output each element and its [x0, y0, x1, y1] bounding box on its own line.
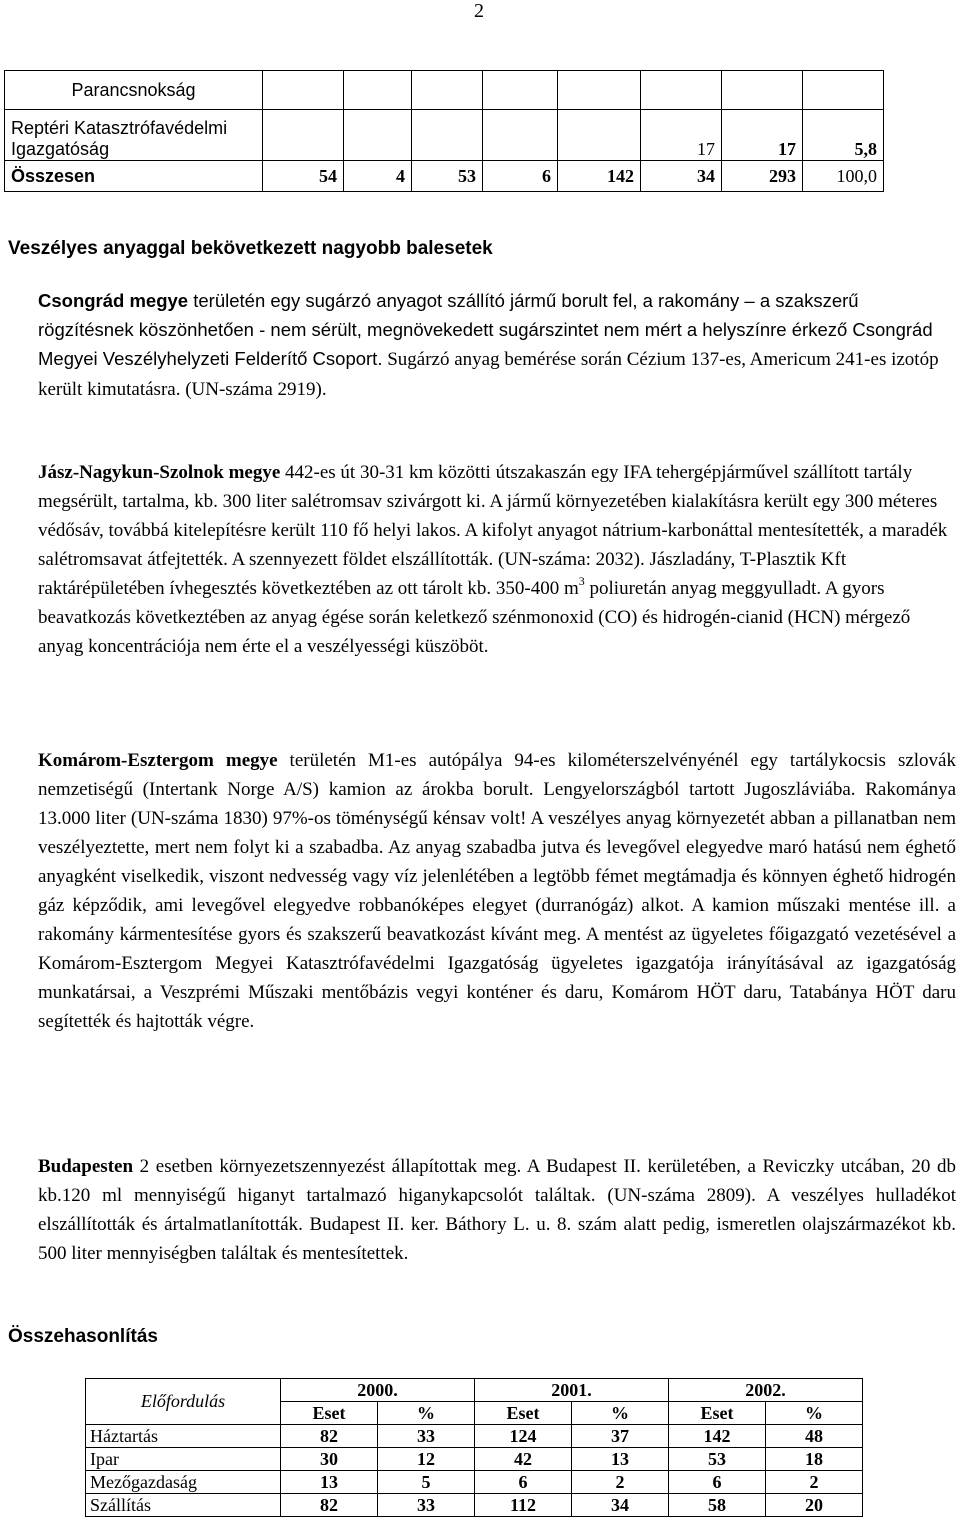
row-label: Szállítás: [86, 1494, 281, 1517]
cell: 20: [766, 1494, 863, 1517]
year-header: 2000.: [281, 1379, 475, 1402]
cell: 100,0: [803, 161, 884, 192]
row-label: Mezőgazdaság: [86, 1471, 281, 1494]
cell: 142: [558, 161, 641, 192]
cell: [483, 71, 558, 110]
cell: [641, 71, 722, 110]
table-row: [5, 110, 884, 161]
table-row: [5, 71, 884, 110]
region-name: Komárom-Esztergom megye: [38, 750, 278, 771]
table-header-row: [86, 1379, 863, 1402]
cell: 2: [766, 1471, 863, 1494]
cell: 42: [475, 1448, 572, 1471]
row-label: Parancsnokság: [5, 71, 263, 110]
cell: 58: [669, 1494, 766, 1517]
comparison-table: [85, 1378, 863, 1517]
cell: [722, 71, 803, 110]
year-header: 2002.: [669, 1379, 863, 1402]
row-label: Ipar: [86, 1448, 281, 1471]
cell: 82: [281, 1494, 378, 1517]
subheader: Eset: [475, 1402, 572, 1425]
subheader: %: [766, 1402, 863, 1425]
table-row: [86, 1471, 863, 1494]
cell: 53: [669, 1448, 766, 1471]
paragraph-komarom: [38, 746, 956, 1036]
cell: 6: [669, 1471, 766, 1494]
section-title: Veszélyes anyaggal bekövetkezett nagyobb balesetek: [8, 238, 493, 259]
cell: 4: [344, 161, 412, 192]
cell: 30: [281, 1448, 378, 1471]
table-row: [86, 1494, 863, 1517]
paragraph-text: 442-es út 30-31 km közötti útszakaszán egy IFA tehergépjárművel szállított tartály megsérült, tartalma, kb. 300 liter salétromsav szivárgott ki. A jármű környezetében kialakításra került egy 300 méteres védősáv, továbbá kitelepítésre került 110 fő helyi lakos. A kifolyt anyagot nátrium-karbonáttal mentesítették, a maradék salétromsavat átfejtették. A szennyezett földet elszállították. (UN-száma: 2032). Jászladány, T-Plasztik Kft raktárépületében ívhegesztés következtében az ott tárolt kb. 350-400 m: [38, 462, 948, 599]
cell: 124: [475, 1425, 572, 1448]
header-label: Előfordulás: [86, 1379, 281, 1425]
row-label: Reptéri Katasztrófavédelmi Igazgatóság: [5, 110, 263, 161]
cell: 2: [572, 1471, 669, 1494]
cell: [412, 71, 483, 110]
region-name: Jász-Nagykun-Szolnok megye: [38, 462, 281, 483]
cell: 82: [281, 1425, 378, 1448]
cell: 5: [378, 1471, 475, 1494]
paragraph-text: területén egy sugárzó anyagot szállító jármű borult fel, a rakomány – a szakszerű rögzítésnek köszönhetően - nem sérült, megnövekedett sugárszintet nem mért a helyszínre érkező Csongrád Megyei Veszélyhelyzeti Felderítő Csoport.: [38, 290, 933, 369]
row-label: Háztartás: [86, 1425, 281, 1448]
cell: [412, 110, 483, 161]
cell: 33: [378, 1425, 475, 1448]
table-row-total: [5, 161, 884, 192]
cell: 5,8: [803, 110, 884, 161]
region-name: Budapesten: [38, 1156, 134, 1177]
cell: 12: [378, 1448, 475, 1471]
comparison-title: Összehasonlítás: [8, 1326, 158, 1347]
cell: 13: [572, 1448, 669, 1471]
cell: [483, 110, 558, 161]
paragraph-text: poliuretán anyag meggyulladt. A gyors beavatkozás következtében az anyag égése során keletkező szénmonoxid (CO) és hidrogén-cianid (HCN) mérgező anyag koncentrációja nem érte el a veszélyességi küszöböt.: [38, 578, 911, 657]
cell: 142: [669, 1425, 766, 1448]
cell: 33: [378, 1494, 475, 1517]
cell: 18: [766, 1448, 863, 1471]
superscript: 3: [578, 574, 585, 588]
summary-table: [4, 70, 884, 192]
cell: 293: [722, 161, 803, 192]
cell: 17: [722, 110, 803, 161]
cell: 13: [281, 1471, 378, 1494]
page-number: 2: [474, 0, 484, 22]
cell: 53: [412, 161, 483, 192]
cell: 6: [475, 1471, 572, 1494]
cell: 34: [572, 1494, 669, 1517]
cell: [803, 71, 884, 110]
cell: [344, 71, 412, 110]
cell: 54: [263, 161, 344, 192]
year-header: 2001.: [475, 1379, 669, 1402]
paragraph-text: területén M1-es autópálya 94-es kilométerszelvényénél egy tartálykocsis szlovák nemzetiségű (Intertank Norge A/S) kamion az árokba borult. Lengyelországból tartott Jugoszláviába. Rakománya 13.000 liter (UN-száma 1830) 97%-os töménységű kénsav volt! A veszélyes anyag környezetét abban a pillanatban nem veszélyeztette, mert nem folyt ki a szabadba. Az anyag szabadba jutva és levegővel elegyedve maró hatású nem éghető anyagként viselkedik, viszont nedvesség vagy víz jelenlétében a legtöbb fémet megtámadja és könnyen éghető hidrogén gáz képződik, ami levegővel elegyedve robbanóképes elegyet (durranógáz) alkot. A kamion műszaki mentése ill. a rakomány kármentesítése gyors és szakszerű beavatkozást kívánt meg. A mentést az ügyeletes főigazgató vezetésével a Komárom-Esztergom Megyei Katasztrófavédelmi Igazgatóság ügyeletes igazgatója irányításával az igazgatóság munkatársai, a Veszprémi Műszaki mentőbázis vegyi konténer és daru, Komárom HÖT daru, Tatabánya HÖT daru segítették és hajtották végre.: [38, 750, 956, 1032]
row-label: Összesen: [5, 161, 263, 192]
region-name: Csongrád megye: [38, 290, 189, 311]
paragraph-csongrad: [38, 286, 956, 404]
subheader: Eset: [669, 1402, 766, 1425]
cell: [558, 71, 641, 110]
table-row: [86, 1448, 863, 1471]
table-row: [86, 1425, 863, 1448]
subheader: Eset: [281, 1402, 378, 1425]
paragraph-budapest: [38, 1152, 956, 1268]
subheader: %: [572, 1402, 669, 1425]
cell: [263, 71, 344, 110]
paragraph-text: 2 esetben környezetszennyezést állapítottak meg. A Budapest II. kerületében, a Reviczky utcában, 20 db kb.120 ml mennyiségű higanyt tartalmazó higanykapcsolót találtak. (UN-száma 2809). A veszélyes hulladékot elszállították és ártalmatlanították. Budapest II. ker. Báthory L. u. 8. szám alatt pedig, ismeretlen olajszármazékot kb. 500 liter mennyiségben találtak és mentesítettek.: [38, 1156, 956, 1264]
paragraph-jasz: [38, 458, 956, 661]
cell: [558, 110, 641, 161]
paragraph-text: Sugárzó anyag bemérése során Cézium 137-es, Americum 241-es izotóp került kimutatásra. (UN-száma 2919).: [38, 349, 939, 400]
cell: 6: [483, 161, 558, 192]
cell: 17: [641, 110, 722, 161]
cell: 37: [572, 1425, 669, 1448]
cell: [263, 110, 344, 161]
cell: [344, 110, 412, 161]
cell: 48: [766, 1425, 863, 1448]
subheader: %: [378, 1402, 475, 1425]
cell: 34: [641, 161, 722, 192]
cell: 112: [475, 1494, 572, 1517]
